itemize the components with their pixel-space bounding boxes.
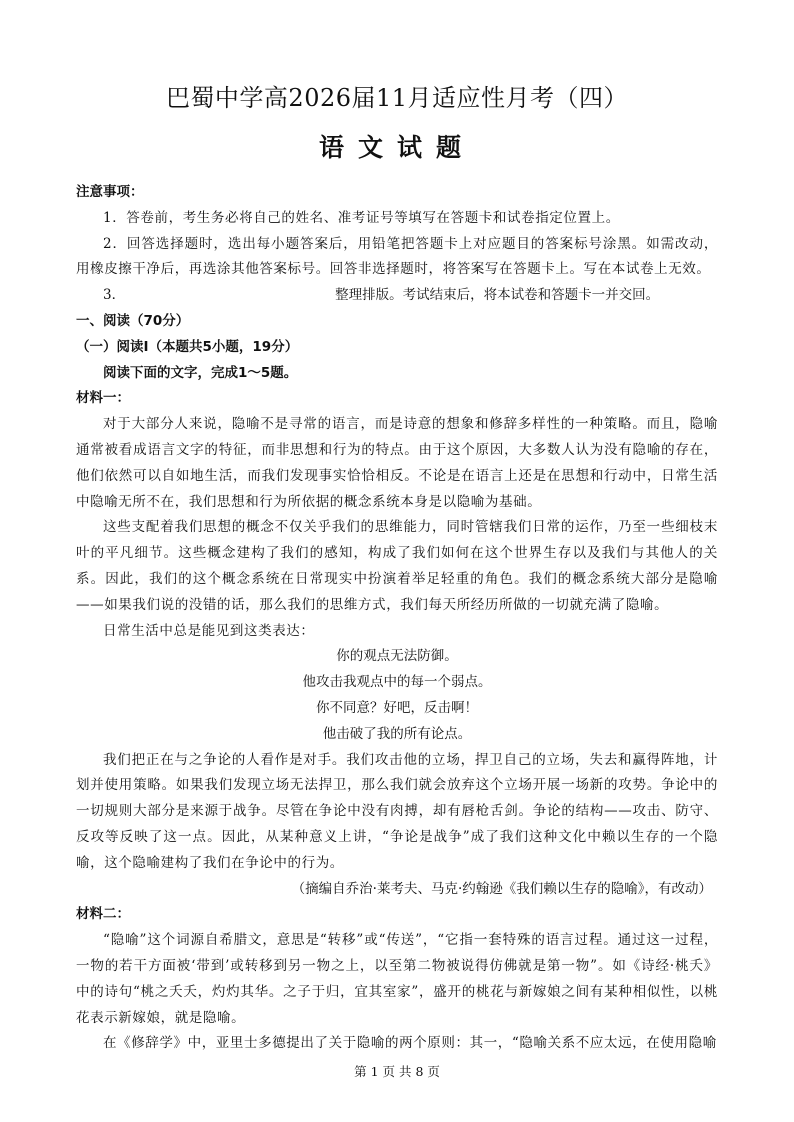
notice-item-1: 1．答卷前，考生务必将自己的姓名、准考证号等填写在答题卡和试卷指定位置上。: [103, 209, 620, 226]
material1-paragraph: 对于大部分人来说，隐喻不是寻常的语言，而是诗意的想象和修辞多样性的一种策略。而且，隐喻通常被看成语言文字的特征，而非思想和行为的特点。由于这个原因，大多数人认为没有隐喻的存在，他们依然可以自如地生活，而我们发现事实恰恰相反。不论是在语言上还是在思想和行动中，日常生活中隐喻无所不在，我们思想和行为所依据的概念系统本身是以隐喻为基础。: [76, 416, 718, 510]
section-part1-sub: （一）阅读Ⅰ（本题共5小题，19分）: [76, 338, 299, 355]
material1-paragraph: 我们把正在与之争论的人看作是对手。我们攻击他的立场，捍卫自己的立场，失去和赢得阵地，计划并使用策略。如果我们发现立场无法捍卫，那么我们就会放弃这个立场开展一场新的攻势。争论中的一切规则大部分是来源于战争。尽管在争论中没有肉搏，却有唇枪舌剑。争论的结构——攻击、防守、反攻等反映了这一点。因此，从某种意义上讲，“争论是战争”成了我们这种文化中赖以生存的一个隐喻，这个隐喻建构了我们在争论中的行为。: [76, 751, 718, 871]
material1-citation: （摘编自乔治·莱考夫、马克·约翰逊《我们赖以生存的隐喻》，有改动）: [291, 880, 712, 897]
page-number: 第 1 页 共 8 页: [354, 1064, 440, 1079]
poem-line: 你的观点无法防御。: [336, 648, 458, 665]
material1-label: 材料一：: [76, 390, 130, 407]
page-content: [76, 180, 718, 1057]
material2-label: 材料二：: [76, 906, 130, 923]
material1-paragraph: 这些支配着我们思想的概念不仅关乎我们的思维能力，同时管辖我们日常的运作，乃至一些细枝末叶的平凡细节。这些概念建构了我们的感知，构成了我们如何在这个世界生存以及我们与其他人的关系。因此，我们的这个概念系统在日常现实中扮演着举足轻重的角色。我们的概念系统大部分是隐喻——如果我们说的没错的话，那么我们的思维方式，我们每天所经历所做的一切就充满了隐喻。: [76, 519, 718, 613]
poem-line: 你不同意？好吧，反击啊！: [316, 699, 478, 716]
poem-line: 他击破了我的所有论点。: [322, 725, 472, 742]
section-instruction: 阅读下面的文字，完成1～5题。: [103, 364, 298, 381]
material2-paragraph: “隐喻”这个词源自希腊文，意思是“转移”或“传送”，“它指一套特殊的语言过程。通过这一过程，一物的若干方面被‘带到’或转移到另一物之上，以至第二物被说得仿佛就是第一物”。如《诗经·桃夭》中的诗句“桃之夭夭，灼灼其华。之子于归，宜其室家”，盛开的桃花与新嫁娘之间有某种相似性，以桃花表示新嫁娘，就是隐喻。: [76, 932, 718, 1026]
material2-paragraph: 在《修辞学》中，亚里士多德提出了关于隐喻的两个原则：其一，“隐喻关系不应太远，在使用隐喻: [103, 1035, 717, 1052]
notice-item-2: 2．回答选择题时，选出每小题答案后，用铅笔把答题卡上对应题目的答案标号涂黑。如需改动，用橡皮擦干净后，再选涂其他答案标号。回答非选择题时，将答案写在答题卡上。写在本试卷上无效。: [76, 235, 718, 278]
notice-item-3-number: 3．: [103, 287, 126, 304]
notice-heading: 注意事项：: [76, 184, 144, 200]
section-part1: 一、阅读（70分）: [76, 312, 190, 329]
page-subtitle: 语文试题: [318, 133, 475, 162]
notice-item-3: [76, 283, 718, 309]
notice-item-3-text: 整理排版。考试结束后，将本试卷和答题卡一并交回。: [335, 287, 660, 304]
page-title: 巴蜀中学高2026届11月适应性月考（四）: [165, 84, 629, 112]
material1-paragraph: 日常生活中总是能见到这类表达：: [103, 622, 315, 639]
poem-line: 他攻击我观点中的每一个弱点。: [302, 674, 492, 691]
